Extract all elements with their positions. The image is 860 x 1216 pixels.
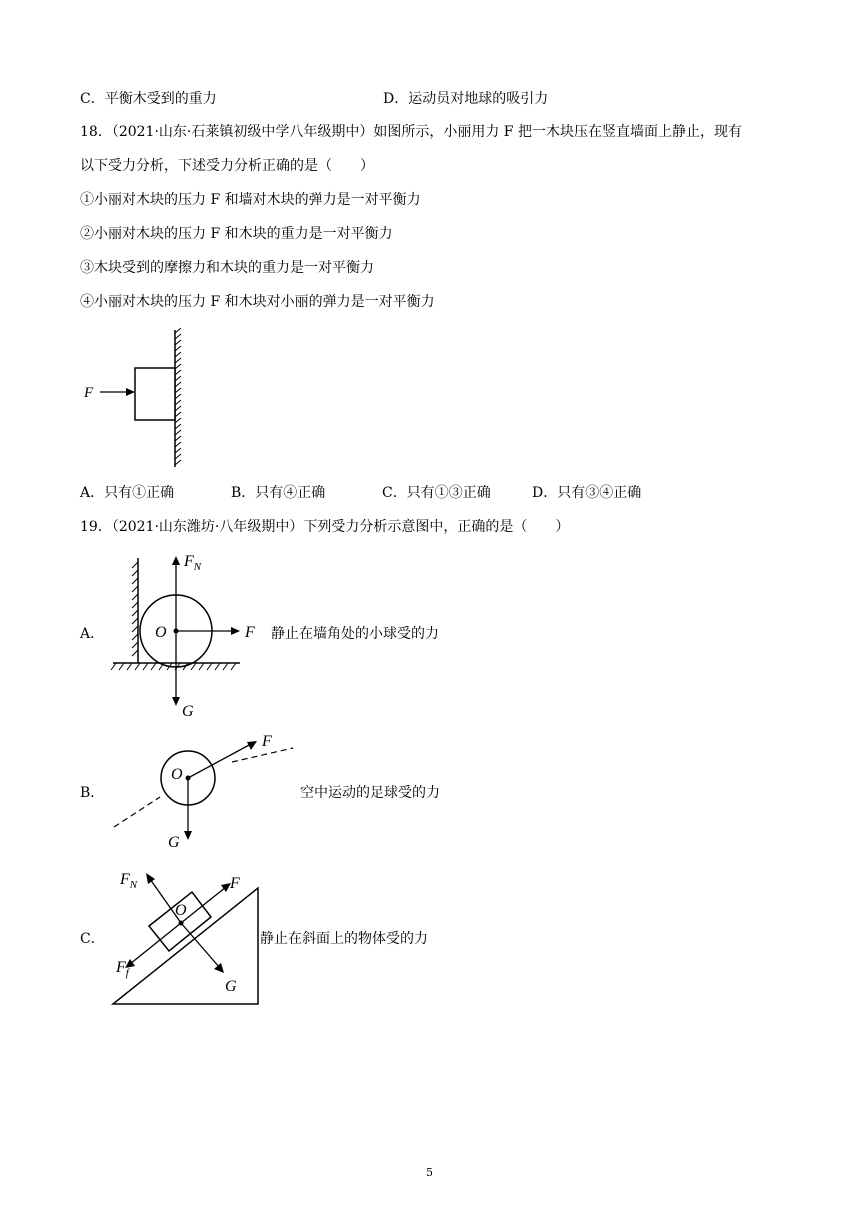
q19-a-label-fn: $F_N$ (184, 553, 202, 573)
q19-c-figure-incline (108, 860, 268, 1010)
q19-a-label-g: G (182, 703, 194, 720)
q18-statement-1: ①小丽对木块的压力 F 和墙对木块的弹力是一对平衡力 (80, 192, 421, 208)
q19-c-letter: C． (80, 931, 105, 947)
q19-b-letter: B． (80, 785, 105, 801)
q17-option-d: D．运动员对地球的吸引力 (383, 91, 549, 107)
q19-b-figure-football (108, 730, 298, 854)
q18-option-d: D．只有③④正确 (532, 485, 642, 501)
q19-c-label-fn: $F_N$ (120, 871, 138, 891)
q18-statement-4: ④小丽对木块的压力 F 和木块对小丽的弹力是一对平衡力 (80, 294, 435, 310)
q17-option-c: C．平衡木受到的重力 (80, 91, 217, 107)
q18-statement-2: ②小丽对木块的压力 F 和木块的重力是一对平衡力 (80, 226, 393, 242)
q19-a-letter: A． (80, 626, 105, 642)
q19-c-label-ff: $F_f$ (116, 959, 129, 979)
q19-c-label-f: F (230, 875, 240, 892)
block (135, 368, 175, 420)
q18-figure-block-wall (80, 325, 190, 475)
q19-stem: 19．（2021·山东潍坊·八年级期中）下列受力分析示意图中，正确的是（ ） (80, 519, 570, 535)
q18-stem-line2: 以下受力分析，下述受力分析正确的是（ ） (80, 158, 374, 174)
q19-a-label-o: O (155, 624, 167, 641)
q19-b-label-f: F (262, 733, 272, 750)
q19-c-caption: 静止在斜面上的物体受的力 (260, 931, 428, 947)
q19-b-caption: 空中运动的足球受的力 (300, 785, 440, 801)
page-number: 5 (426, 1166, 433, 1179)
q19-a-figure-ball-corner (108, 548, 268, 720)
q18-option-a: A．只有①正确 (80, 485, 175, 501)
q18-statement-3: ③木块受到的摩擦力和木块的重力是一对平衡力 (80, 260, 374, 276)
q19-c-label-g: G (225, 978, 237, 995)
q18-fig-label-f: F (84, 385, 94, 401)
q18-option-b: B．只有④正确 (231, 485, 326, 501)
q19-b-label-o: O (171, 766, 183, 783)
q19-b-label-g: G (168, 834, 180, 851)
q19-a-label-f: F (245, 624, 255, 641)
q18-stem-line1: 18．（2021·山东·石莱镇初级中学八年级期中）如图所示，小丽用力 F 把一木块压在竖直墙面上静止，现有 (80, 124, 742, 140)
q18-option-c: C．只有①③正确 (382, 485, 491, 501)
q19-a-caption: 静止在墙角处的小球受的力 (271, 626, 439, 642)
q19-c-label-o: O (175, 902, 187, 919)
